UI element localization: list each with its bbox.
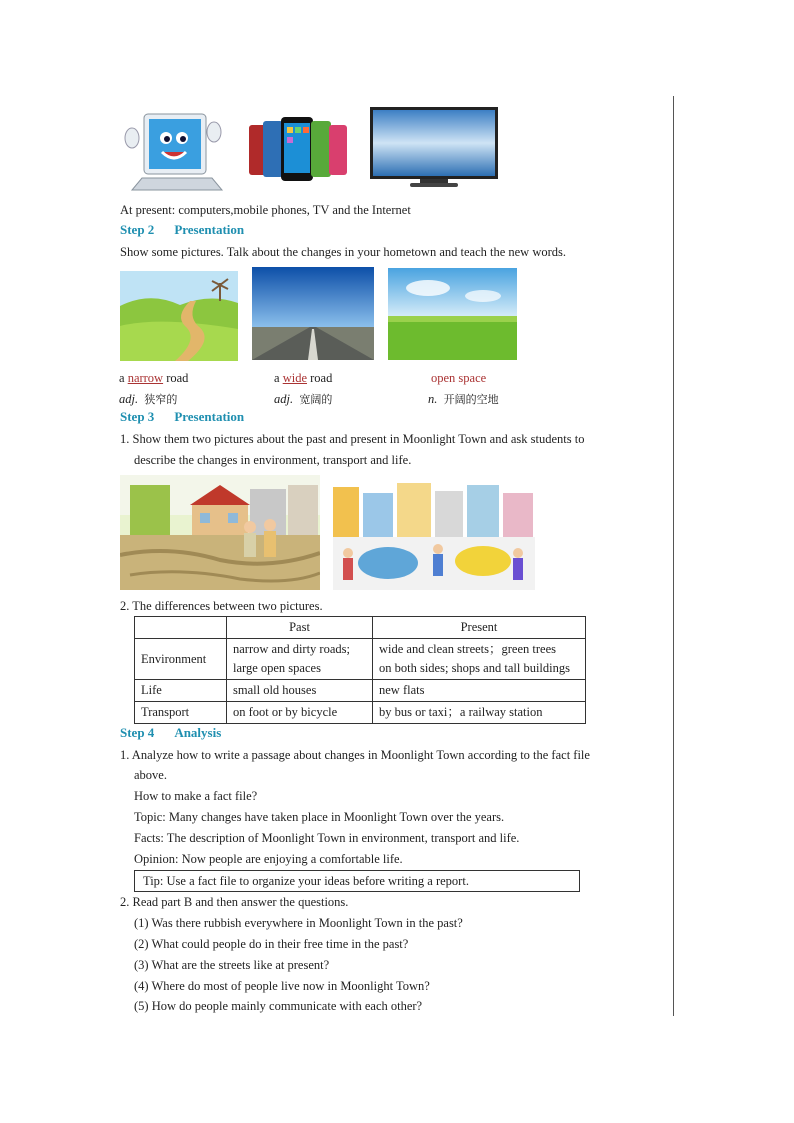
present-town-image: [333, 483, 535, 590]
cell-line: large open spaces: [233, 661, 321, 675]
step4-heading: [120, 725, 221, 741]
vocab-meaning: 宽阔的: [299, 393, 333, 406]
step2-text: Show some pictures. Talk about the changes in your hometown and teach the new words.: [120, 245, 567, 259]
vocab-suffix: road: [163, 371, 189, 385]
vocab-prefix: a: [119, 371, 128, 385]
cell-line: on both sides; shops and tall buildings: [379, 661, 570, 675]
table-header-cell: [135, 617, 227, 639]
past-cell: small old houses: [227, 680, 373, 702]
vocab-pos: n.: [428, 392, 438, 406]
step3-label: Step 3: [120, 409, 155, 424]
table-row: [135, 639, 586, 680]
step3-heading: [120, 409, 244, 425]
vocab-open-space: open space: [431, 371, 487, 385]
vocab-meaning-wide: [274, 390, 332, 409]
row-label: Environment: [135, 639, 227, 680]
wide-road-image: [252, 267, 374, 360]
table-header-cell: Past: [227, 617, 373, 639]
cell-line: wide and clean streets；green trees: [379, 642, 557, 656]
step3-item1-line1: 1. Show them two pictures about the past and present in Moonlight Town and ask students to: [120, 432, 585, 446]
fact-facts: Facts: The description of Moonlight Town in environment, transport and life.: [134, 831, 520, 845]
question-4: (4) Where do most of people live now in Moonlight Town?: [134, 979, 430, 993]
fact-topic: Topic: Many changes have taken place in Moonlight Town over the years.: [134, 810, 505, 824]
intro-line: At present: computers,mobile phones, TV and the Internet: [120, 203, 411, 217]
present-cell: new flats: [373, 680, 586, 702]
row-label: Transport: [135, 702, 227, 724]
tv-image: [370, 107, 498, 189]
narrow-road-image: [120, 271, 238, 361]
fact-file-question: How to make a fact file?: [134, 789, 258, 803]
vocab-narrow: [119, 369, 188, 387]
question-3: (3) What are the streets like at present?: [134, 958, 330, 972]
step4-item1-line2: above.: [134, 768, 167, 782]
step4-item1-line1: 1. Analyze how to write a passage about changes in Moonlight Town according to the fact file: [120, 748, 590, 762]
step4-item2: 2. Read part B and then answer the questions.: [120, 895, 349, 909]
vocab-wide: [274, 369, 332, 387]
question-1: (1) Was there rubbish everywhere in Moonlight Town in the past?: [134, 916, 463, 930]
step2-heading: [120, 222, 244, 238]
question-2: (2) What could people do in their free time in the past?: [134, 937, 409, 951]
question-5: (5) How do people mainly communicate with each other?: [134, 999, 423, 1013]
row-label: Life: [135, 680, 227, 702]
vocab-meaning: 狭窄的: [144, 393, 178, 406]
table-row: [135, 702, 586, 724]
present-cell: [373, 639, 586, 680]
vocab-meaning-open-space: [428, 390, 499, 409]
step3-title: Presentation: [174, 409, 245, 424]
present-cell: by bus or taxi；a railway station: [373, 702, 586, 724]
past-town-image: [120, 475, 320, 590]
vocab-suffix: road: [307, 371, 333, 385]
step3-item1-line2: describe the changes in environment, transport and life.: [134, 453, 412, 467]
differences-table: [134, 616, 586, 724]
table-header-row: [135, 617, 586, 639]
step2-title: Presentation: [174, 222, 245, 237]
vocab-meaning-narrow: [119, 390, 177, 409]
step4-label: Step 4: [120, 725, 155, 740]
past-cell: on foot or by bicycle: [227, 702, 373, 724]
past-cell: [227, 639, 373, 680]
step2-label: Step 2: [120, 222, 155, 237]
vocab-pos: adj.: [119, 392, 139, 406]
mobile-phones-image: [247, 115, 349, 183]
vocab-meaning: 开阔的空地: [443, 393, 499, 406]
margin-line: [673, 96, 674, 1016]
fact-opinion: Opinion: Now people are enjoying a comfortable life.: [134, 852, 403, 866]
tip-text: Tip: Use a fact file to organize your ideas before writing a report.: [143, 874, 469, 888]
step4-title: Analysis: [174, 725, 222, 740]
cell-line: narrow and dirty roads;: [233, 642, 350, 656]
vocab-word: narrow: [127, 371, 164, 385]
step3-item2: 2. The differences between two pictures.: [120, 599, 323, 613]
computer-image: [122, 108, 224, 192]
vocab-prefix: a: [274, 371, 283, 385]
vocab-pos: adj.: [274, 392, 294, 406]
table-header-cell: Present: [373, 617, 586, 639]
table-row: [135, 680, 586, 702]
vocab-word: wide: [282, 371, 307, 385]
tip-box: [134, 870, 580, 892]
open-space-image: [388, 268, 517, 360]
